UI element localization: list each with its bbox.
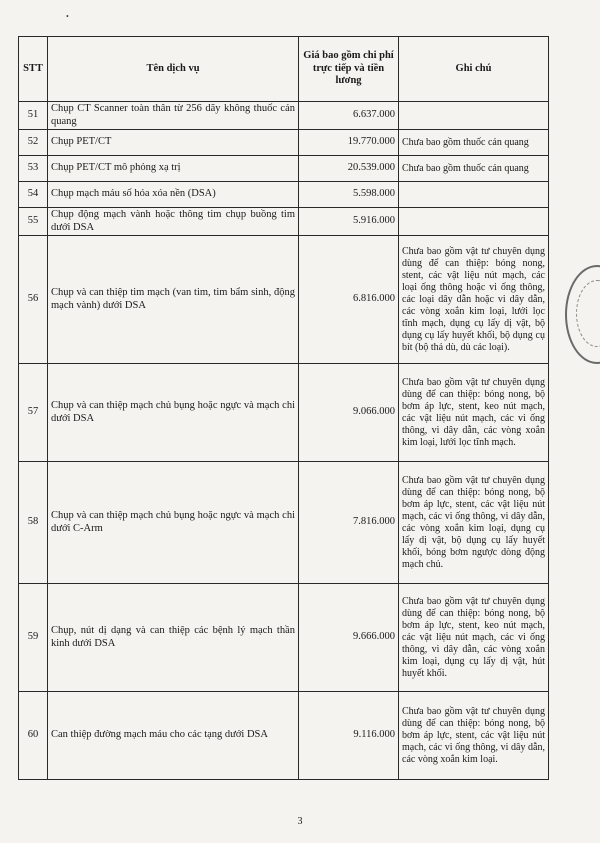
row-stt: 53 [19,156,48,182]
row-service: Can thiệp đường mạch máu cho các tạng dưới DSA [48,692,299,780]
table-row [19,462,549,584]
row-note: Chưa bao gồm vật tư chuyên dụng dùng để can thiệp: bóng nong, bộ bơm áp lực, stent, keo nút mạch, các vật liệu nút mạch, các vi ống thông, vi dây dẫn, các vòng xoắn kim loại, dụng cụ lấy dị vật, hút huyết khối. [399,584,549,692]
row-price: 9.666.000 [299,584,399,692]
row-price: 7.816.000 [299,462,399,584]
header-note: Ghi chú [399,37,549,102]
row-note [399,208,549,236]
row-stt: 55 [19,208,48,236]
service-price-table [18,36,549,780]
row-price: 6.816.000 [299,236,399,364]
table-row [19,692,549,780]
row-note [399,182,549,208]
row-service: Chụp PET/CT mô phỏng xạ trị [48,156,299,182]
table-row [19,130,549,156]
row-stt: 52 [19,130,48,156]
row-stt: 58 [19,462,48,584]
row-service: Chụp PET/CT [48,130,299,156]
row-stt: 56 [19,236,48,364]
row-service: Chụp và can thiệp mạch chủ bụng hoặc ngực và mạch chi dưới DSA [48,364,299,462]
row-service: Chụp và can thiệp tim mạch (van tim, tim bẩm sinh, động mạch vành) dưới DSA [48,236,299,364]
header-stt: STT [19,37,48,102]
row-service: Chụp, nút dị dạng và can thiệp các bệnh lý mạch thần kinh dưới DSA [48,584,299,692]
row-note: Chưa bao gồm vật tư chuyên dụng dùng để can thiệp: bóng nong, stent, các vật liệu nút mạch, các loại ống thông hoặc vi ống thông, các loại dây dẫn hoặc vi dây dẫn, các vòng xoắn kim loại, lưới lọc tĩnh mạch, dụng cụ lấy dị vật, bộ dụng cụ lấy huyết khối, bộ dụng cụ bít (bộ thả dù, dù các loại). [399,236,549,364]
row-service: Chụp và can thiệp mạch chủ bụng hoặc ngực và mạch chi dưới C-Arm [48,462,299,584]
table-row [19,156,549,182]
row-service: Chụp mạch máu số hóa xóa nền (DSA) [48,182,299,208]
row-price: 19.770.000 [299,130,399,156]
row-price: 5.916.000 [299,208,399,236]
row-price: 9.066.000 [299,364,399,462]
row-service: Chụp CT Scanner toàn thân từ 256 dãy không thuốc cản quang [48,102,299,130]
row-price: 20.539.000 [299,156,399,182]
row-note: Chưa bao gồm thuốc cản quang [399,130,549,156]
table-header-row [19,37,549,102]
row-stt: 51 [19,102,48,130]
page-number: 3 [297,816,303,827]
table-row [19,364,549,462]
row-note: Chưa bao gồm vật tư chuyên dụng dùng để can thiệp: bóng nong, bộ bơm áp lực, stent, các vật liệu nút mạch, các vi ống thông, vi dây dẫn, các vòng xoắn kim loại, dụng cụ lấy dị vật, bộ dụng cụ lấy huyết khối, bóng bơm ngược dòng động mạch chủ. [399,462,549,584]
table-row [19,236,549,364]
row-stt: 57 [19,364,48,462]
row-price: 6.637.000 [299,102,399,130]
row-note [399,102,549,130]
row-stt: 54 [19,182,48,208]
header-service: Tên dịch vụ [48,37,299,102]
row-note: Chưa bao gồm vật tư chuyên dụng dùng để can thiệp: bóng nong, bộ bơm áp lực, stent, các vật liệu nút mạch, các vi ống thông, vi dây dẫn, các vòng xoắn kim loại. [399,692,549,780]
table-row [19,208,549,236]
row-price: 5.598.000 [299,182,399,208]
row-note: Chưa bao gồm vật tư chuyên dụng dùng để can thiệp: bóng nong, bộ bơm áp lực, stent, keo nút mạch, các vật liệu nút mạch, các vi ống thông, vi dây dẫn, các vòng xoắn kim loại, lưới lọc tĩnh mạch. [399,364,549,462]
row-stt: 60 [19,692,48,780]
header-price: Giá bao gồm chi phí trực tiếp và tiền lương [299,37,399,102]
table-row [19,182,549,208]
row-stt: 59 [19,584,48,692]
row-service: Chụp động mạch vành hoặc thông tim chụp buồng tim dưới DSA [48,208,299,236]
row-note: Chưa bao gồm thuốc cản quang [399,156,549,182]
row-price: 9.116.000 [299,692,399,780]
table-row [19,584,549,692]
scan-mark: • [66,12,69,21]
table-row [19,102,549,130]
